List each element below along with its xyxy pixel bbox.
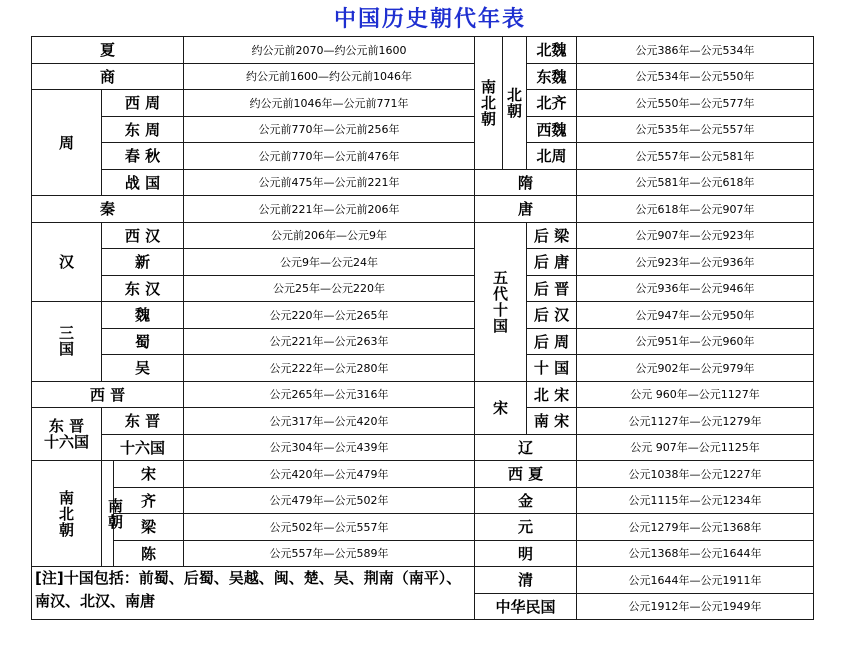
dynasty-name: 后 唐 bbox=[527, 249, 577, 276]
page-title: 中国历史朝代年表 bbox=[333, 7, 526, 32]
dynasty-name: 十 国 bbox=[527, 355, 577, 382]
dynasty-range: 公元 960年—公元1127年 bbox=[577, 381, 814, 408]
dynasty-name: 宋 bbox=[114, 461, 184, 488]
dongjin-label: 东 晋 十六国 bbox=[32, 408, 102, 461]
dynasty-name: 辽 bbox=[475, 434, 577, 461]
song-label: 宋 bbox=[475, 381, 527, 434]
dynasty-name: 中华民国 bbox=[475, 593, 577, 620]
zhou-label: 周 bbox=[32, 90, 102, 196]
footnote: [注]十国包括：前蜀、后蜀、吴越、闽、楚、吴、荆南（南平）、南汉、北汉、南唐 bbox=[32, 567, 475, 620]
dynasty-name: 北 宋 bbox=[527, 381, 577, 408]
dynasty-name: 明 bbox=[475, 540, 577, 567]
table-row bbox=[32, 302, 814, 329]
dynasty-name: 后 汉 bbox=[527, 302, 577, 329]
nanchao-label: 南朝 bbox=[102, 461, 114, 567]
dynasty-name: 东魏 bbox=[527, 63, 577, 90]
dynasty-name: 春 秋 bbox=[102, 143, 184, 170]
dynasty-name: 元 bbox=[475, 514, 577, 541]
dynasty-name: 清 bbox=[475, 567, 577, 594]
dynasty-range: 公元479年—公元502年 bbox=[184, 487, 475, 514]
table-row bbox=[32, 116, 814, 143]
dynasty-name: 唐 bbox=[475, 196, 577, 223]
dynasty-name: 后 晋 bbox=[527, 275, 577, 302]
dynasty-name: 东 晋 bbox=[102, 408, 184, 435]
dynasty-range: 公元9年—公元24年 bbox=[184, 249, 475, 276]
sanguo-label: 三国 bbox=[32, 302, 102, 382]
dynasty-range: 公元前221年—公元前206年 bbox=[184, 196, 475, 223]
dynasty-range: 公元618年—公元907年 bbox=[577, 196, 814, 223]
dynasty-range: 公元前206年—公元9年 bbox=[184, 222, 475, 249]
dynasty-table bbox=[31, 36, 814, 620]
table-row bbox=[32, 381, 814, 408]
dynasty-name: 梁 bbox=[114, 514, 184, 541]
table-row bbox=[32, 328, 814, 355]
dynasty-name: 后 周 bbox=[527, 328, 577, 355]
dynasty-name: 新 bbox=[102, 249, 184, 276]
dynasty-range: 公元222年—公元280年 bbox=[184, 355, 475, 382]
table-row bbox=[32, 434, 814, 461]
dynasty-range: 公元1127年—公元1279年 bbox=[577, 408, 814, 435]
dynasty-name: 西 汉 bbox=[102, 222, 184, 249]
dynasty-range: 公元前770年—公元前476年 bbox=[184, 143, 475, 170]
han-label: 汉 bbox=[32, 222, 102, 302]
dynasty-name: 南 宋 bbox=[527, 408, 577, 435]
table-row bbox=[32, 143, 814, 170]
dynasty-range: 公元907年—公元923年 bbox=[577, 222, 814, 249]
dynasty-range: 公元304年—公元439年 bbox=[184, 434, 475, 461]
dynasty-name: 魏 bbox=[102, 302, 184, 329]
dynasty-range: 公元前770年—公元前256年 bbox=[184, 116, 475, 143]
dynasty-name: 战 国 bbox=[102, 169, 184, 196]
table-row bbox=[32, 461, 814, 488]
dynasty-name: 北周 bbox=[527, 143, 577, 170]
dynasty-range: 公元265年—公元316年 bbox=[184, 381, 475, 408]
dynasty-name: 西 夏 bbox=[475, 461, 577, 488]
dynasty-name: 隋 bbox=[475, 169, 577, 196]
table-row bbox=[32, 275, 814, 302]
dynasty-range: 公元923年—公元936年 bbox=[577, 249, 814, 276]
dynasty-name: 西 晋 bbox=[32, 381, 184, 408]
dynasty-range: 公元502年—公元557年 bbox=[184, 514, 475, 541]
dynasty-range: 公元1279年—公元1368年 bbox=[577, 514, 814, 541]
dynasty-name: 西 周 bbox=[102, 90, 184, 117]
table-row bbox=[32, 540, 814, 567]
nanbeichao-label: 南北朝 bbox=[475, 37, 503, 170]
dynasty-range: 公元 907年—公元1125年 bbox=[577, 434, 814, 461]
dynasty-range: 公元550年—公元577年 bbox=[577, 90, 814, 117]
table-row bbox=[32, 249, 814, 276]
table-row bbox=[32, 355, 814, 382]
dynasty-name: 夏 bbox=[32, 37, 184, 64]
table-row bbox=[32, 169, 814, 196]
dynasty-range: 公元951年—公元960年 bbox=[577, 328, 814, 355]
beichao-label: 北朝 bbox=[503, 37, 527, 170]
table-row bbox=[32, 408, 814, 435]
dynasty-range: 公元1038年—公元1227年 bbox=[577, 461, 814, 488]
dynasty-range: 公元1368年—公元1644年 bbox=[577, 540, 814, 567]
dynasty-range: 公元221年—公元263年 bbox=[184, 328, 475, 355]
dynasty-range: 公元386年—公元534年 bbox=[577, 37, 814, 64]
dynasty-range: 公元534年—公元550年 bbox=[577, 63, 814, 90]
dynasty-name: 后 梁 bbox=[527, 222, 577, 249]
table-row bbox=[32, 90, 814, 117]
table-row bbox=[32, 514, 814, 541]
dynasty-range: 公元557年—公元581年 bbox=[577, 143, 814, 170]
dynasty-name: 金 bbox=[475, 487, 577, 514]
dynasty-name: 商 bbox=[32, 63, 184, 90]
dynasty-range: 公元936年—公元946年 bbox=[577, 275, 814, 302]
nanbeichao-left-label: 南北朝 bbox=[32, 461, 102, 567]
dynasty-name: 陈 bbox=[114, 540, 184, 567]
table-row bbox=[32, 63, 814, 90]
dynasty-range: 约公元前2070—约公元前1600 bbox=[184, 37, 475, 64]
table-row bbox=[32, 222, 814, 249]
table-row bbox=[32, 37, 814, 64]
dynasty-range: 约公元前1600—约公元前1046年 bbox=[184, 63, 475, 90]
dynasty-range: 公元902年—公元979年 bbox=[577, 355, 814, 382]
dynasty-range: 公元420年—公元479年 bbox=[184, 461, 475, 488]
dynasty-range: 公元1912年—公元1949年 bbox=[577, 593, 814, 620]
dynasty-name: 北齐 bbox=[527, 90, 577, 117]
wudai-label: 五代十国 bbox=[475, 222, 527, 381]
dynasty-range: 公元220年—公元265年 bbox=[184, 302, 475, 329]
dynasty-name: 东 周 bbox=[102, 116, 184, 143]
dynasty-range: 公元1644年—公元1911年 bbox=[577, 567, 814, 594]
dynasty-range: 公元535年—公元557年 bbox=[577, 116, 814, 143]
dynasty-name: 十六国 bbox=[102, 434, 184, 461]
dynasty-name: 吴 bbox=[102, 355, 184, 382]
dynasty-name: 北魏 bbox=[527, 37, 577, 64]
table-row bbox=[32, 567, 814, 594]
dynasty-name: 东 汉 bbox=[102, 275, 184, 302]
dynasty-range: 公元25年—公元220年 bbox=[184, 275, 475, 302]
dynasty-range: 公元前475年—公元前221年 bbox=[184, 169, 475, 196]
dynasty-range: 公元557年—公元589年 bbox=[184, 540, 475, 567]
table-row bbox=[32, 487, 814, 514]
dynasty-range: 公元947年—公元950年 bbox=[577, 302, 814, 329]
dynasty-range: 公元581年—公元618年 bbox=[577, 169, 814, 196]
dynasty-range: 公元1115年—公元1234年 bbox=[577, 487, 814, 514]
dynasty-name: 西魏 bbox=[527, 116, 577, 143]
dynasty-name: 齐 bbox=[114, 487, 184, 514]
table-row bbox=[32, 196, 814, 223]
dynasty-name: 秦 bbox=[32, 196, 184, 223]
dynasty-range: 公元317年—公元420年 bbox=[184, 408, 475, 435]
dynasty-range: 约公元前1046年—公元前771年 bbox=[184, 90, 475, 117]
dynasty-name: 蜀 bbox=[102, 328, 184, 355]
